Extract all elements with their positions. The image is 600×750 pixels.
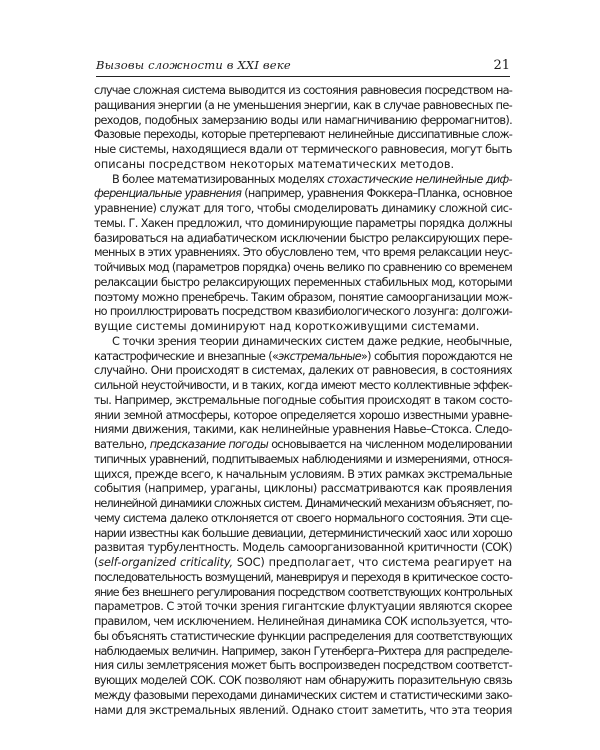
text-line <box>94 350 512 365</box>
text-segment: параметров. С этой точки зрения гигантские флуктуации являются скорее <box>94 600 512 614</box>
text-segment: поэтому можно пренебречь. Таким образом, понятие самоорганизации мож- <box>94 290 512 304</box>
page-number: 21 <box>493 58 510 73</box>
text-segment: релаксации быстро релаксирующих переменных стабильных мод, которыми <box>94 275 512 289</box>
text-segment: события (например, ураганы, циклоны) рассматриваются как проявления <box>94 482 512 496</box>
text-line <box>94 246 512 261</box>
text-segment: тойчивых мод (параметров порядка) очень велико по сравнению со временем <box>94 261 512 274</box>
text-line <box>94 630 512 645</box>
text-segment: SOC) предполагает, что система реагирует на <box>232 556 512 569</box>
text-segment: типичных уравнений, подпитываемых наблюдениями и измерениями, относя- <box>94 452 512 466</box>
text-segment: правилом, чем исключением. Нелинейная динамика СОК используется, что- <box>94 615 512 628</box>
text-line <box>94 143 512 158</box>
text-segment: сильной неустойчивости, и в таких, когда имеют место коллективные эффек- <box>94 379 512 392</box>
text-line <box>94 453 512 468</box>
text-line <box>94 497 512 512</box>
text-line <box>94 615 512 630</box>
text-segment: наблюдаемых величин. Например, закон Гутенберга–Рихтера для распределе- <box>94 644 512 658</box>
text-line <box>94 173 512 188</box>
text-segment: С точки зрения теории динамических систем даже редкие, необычные, <box>112 334 512 348</box>
text-segment: базироваться на адиабатическом исключении быстро релаксирующих пере- <box>94 231 512 245</box>
text-line <box>94 261 512 276</box>
text-segment: катастрофические и внезапные (« <box>94 349 279 363</box>
text-line <box>94 423 512 438</box>
text-line <box>94 379 512 394</box>
text-line <box>94 586 512 601</box>
text-line <box>94 482 512 497</box>
text-segment: ниями движения, такими, как нелинейные уравнения Навье–Стокса. Следо- <box>94 423 512 437</box>
body-text <box>94 84 512 718</box>
text-line <box>94 84 512 99</box>
text-segment: бы объяснять статистические функции распределения для соответствующих <box>94 629 512 643</box>
text-segment: ные системы, находящиеся вдали от термического равновесия, могут быть <box>94 143 512 156</box>
text-line <box>94 645 512 660</box>
text-line <box>94 409 512 424</box>
text-segment: янии земной атмосферы, которое определяется хорошо известными уравне- <box>94 408 512 422</box>
text-line <box>94 364 512 379</box>
text-segment: нарии известны как большие девиации, детерминистический хаос или хорошо <box>94 526 512 540</box>
text-segment: вущие системы доминируют над короткоживущими системами. <box>94 320 480 333</box>
text-line <box>94 571 512 586</box>
text-line <box>94 394 512 409</box>
text-segment: щихся, прежде всего, к начальным условиям. В этих рамках экстремальные <box>94 467 512 481</box>
text-segment: случайно. Они происходят в системах, далеких от равновесия, в состояниях <box>94 364 512 378</box>
text-segment: последовательность возмущений, маневрируя и переходя в критическое состо- <box>94 570 512 584</box>
text-line <box>94 674 512 689</box>
text-line <box>94 158 512 173</box>
text-segment: ты. Например, экстремальные погодные события происходят в таком состо- <box>94 393 512 407</box>
text-line <box>94 217 512 232</box>
text-line <box>94 128 512 143</box>
text-line <box>94 232 512 247</box>
text-segment: но проиллюстрировать посредством квазибиологического лозунга: долгожи- <box>94 305 512 319</box>
text-segment: вательно, <box>94 438 150 451</box>
italic-text-segment: предсказание погоды <box>149 438 269 451</box>
text-line <box>94 305 512 320</box>
text-segment: ращивания энергии (а не уменьшения энергии, как в случае равновесных пе- <box>94 98 512 112</box>
text-line <box>94 527 512 542</box>
text-line <box>94 689 512 704</box>
text-segment: ( <box>94 556 99 569</box>
italic-text-segment: ференциальные уравнения <box>94 187 242 201</box>
text-segment: ») события порождаются не <box>360 349 513 363</box>
text-line <box>94 114 512 129</box>
text-line <box>94 704 512 719</box>
text-line <box>94 468 512 483</box>
text-segment: основывается на численном моделировании <box>268 438 512 451</box>
text-line <box>94 291 512 306</box>
text-segment: темы. Г. Хакен предложил, что доминирующие параметры порядка должны <box>94 216 512 230</box>
text-segment: описаны посредством некоторых математических методов. <box>94 157 455 171</box>
text-segment: развитая турбулентность. Модель самоорганизованной критичности (СОК) <box>94 541 512 555</box>
text-line <box>94 335 512 350</box>
text-segment: (например, уравнения Фоккера–Планка, основное <box>241 187 512 201</box>
running-title: Вызовы сложности в XXI веке <box>96 58 291 72</box>
italic-text-segment: self-organized criticality, <box>98 556 233 569</box>
text-segment: нелинейной динамики сложных систем. Динамический механизм объясняет, по- <box>94 497 512 510</box>
text-line <box>94 438 512 453</box>
text-line <box>94 202 512 217</box>
text-line <box>94 187 512 202</box>
text-line <box>94 320 512 335</box>
text-segment: случае сложная система выводится из состояния равновесия посредством на- <box>94 84 512 97</box>
text-line <box>94 600 512 615</box>
text-segment: уравнение) служат для того, чтобы смоделировать динамику сложной сис- <box>94 202 512 215</box>
text-line <box>94 659 512 674</box>
text-segment: чему система далеко отклоняется от своего нормального состояния. Эти сце- <box>94 511 512 525</box>
text-segment: В более математизированных моделях <box>112 172 328 186</box>
text-segment: между фазовыми переходами динамических систем и статистическими зако- <box>94 688 512 702</box>
text-segment: вующих моделей СОК. СОК позволяют нам обнаружить поразительную связь <box>94 674 512 687</box>
text-line <box>94 276 512 291</box>
text-segment: менных в этих уравнениях. Это обусловлено тем, что время релаксации неус- <box>94 246 512 260</box>
text-line <box>94 556 512 571</box>
italic-text-segment: экстремальные <box>278 349 361 363</box>
text-segment: яние без внешнего регулирования посредством соответствующих контрольных <box>94 585 512 599</box>
text-line <box>94 541 512 556</box>
text-line <box>94 512 512 527</box>
text-segment: нами для экстремальных явлений. Однако стоит заметить, что эта теория <box>94 703 512 717</box>
text-segment: ния силы землетрясения может быть воспроизведен посредством соответст- <box>94 659 512 673</box>
running-header <box>96 54 510 77</box>
text-segment: реходов, подобных замерзанию воды или намагничиванию ферромагнитов). <box>94 113 512 127</box>
italic-text-segment: стохастические нелинейные диф- <box>327 172 512 186</box>
text-segment: Фазовые переходы, которые претерпевают нелинейные диссипативные слож- <box>94 128 512 142</box>
text-line <box>94 99 512 114</box>
